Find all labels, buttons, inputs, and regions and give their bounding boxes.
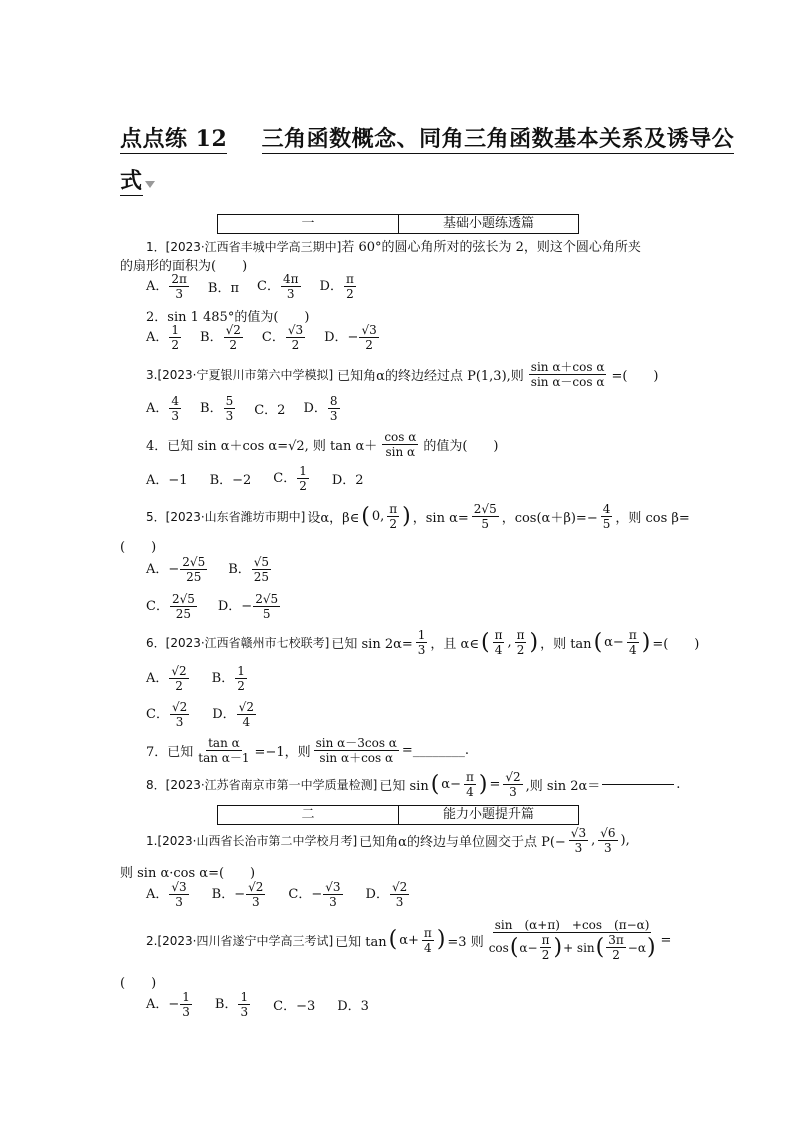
question-5-options-row2 <box>146 592 281 621</box>
option-a: A．− $\frac{2√5}{25}$ <box>146 555 206 584</box>
option-b: B．− $\frac{√2}{3}$ <box>211 880 264 909</box>
paren-right: ) <box>529 629 539 655</box>
question-text: 2．sin 1 485°的值为( ) <box>146 310 310 325</box>
answer-blank <box>602 784 674 785</box>
option-a: A． $\frac{4}{3}$ <box>146 394 180 423</box>
question-source: 8．[2023·江苏省南京市第一中学质量检测] <box>146 778 378 792</box>
fraction: $\frac{\pi}{4}$ <box>494 628 503 657</box>
question-1-options <box>146 272 357 301</box>
question-text: 的扇形的面积为( ) <box>120 259 248 274</box>
option-c: C． $\frac{√3}{2}$ <box>261 323 304 352</box>
question-text: ), <box>620 833 630 848</box>
question-text: α+ <box>399 932 419 948</box>
fraction: $\frac{2√5}{5}$ <box>473 502 497 531</box>
option-b: B． $\frac{1}{3}$ <box>214 990 249 1019</box>
option-c: C． $\frac{√2}{3}$ <box>146 700 188 729</box>
question-5 <box>146 502 690 531</box>
paren-left: ( <box>480 629 490 655</box>
expression-fraction: $\frac{\text{sin α＋cos α}}{\text{sin α－cos α}}$ <box>530 360 605 389</box>
advanced-question-1 <box>146 826 630 855</box>
paren-right: ) <box>478 771 488 797</box>
question-6-options-row1 <box>146 664 248 693</box>
fraction: $\frac{\text{sin α－3cos α}}{\text{sin α＋cos α}}$ <box>315 736 397 765</box>
question-text: =3 则 <box>447 934 484 950</box>
paren-right: ) <box>436 927 446 952</box>
option-c: C．−3 <box>273 999 316 1014</box>
question-text: α− <box>604 635 624 650</box>
fraction: $\frac{\pi}{4}$ <box>628 628 637 657</box>
question-4 <box>146 430 499 459</box>
section-name: 基础小题练透篇 <box>442 216 534 231</box>
question-4-options <box>146 464 364 493</box>
option-b: B．−2 <box>209 473 252 488</box>
answer-paren: =( ) <box>652 637 700 652</box>
option-c: C． $\frac{2√5}{25}$ <box>146 592 195 621</box>
question-text: 已知角α的终边与单位圆交于点 P(− <box>359 835 566 850</box>
question-text: , <box>591 833 596 848</box>
option-a: A． $\frac{√3}{3}$ <box>146 880 187 909</box>
option-b: B． $\frac{1}{2}$ <box>211 664 245 693</box>
question-6: 6．[2023·江西省赣州市七校联考] 已知 sin 2α= $\frac{1}{3}$ ，且 α∈ ( $\frac{\pi}{4}$ , $\frac{\pi}{2}$ ) ，则 tan ( α− $\frac{\pi}{4}$ ) =( ) <box>146 628 700 657</box>
numerator: sin (α+π) +cos (π−α) <box>494 918 650 932</box>
option-c: C．− $\frac{√3}{3}$ <box>288 880 341 909</box>
fraction: $\frac{4}{5}$ <box>602 502 611 531</box>
section-name: 能力小题提升篇 <box>442 807 534 822</box>
question-text: = <box>489 777 501 792</box>
option-d: D．2 <box>331 473 364 488</box>
question-text: ，sin α= <box>412 511 469 526</box>
page-title <box>120 122 734 153</box>
question-text: ,则 sin 2α＝ <box>525 779 601 794</box>
section-header-advanced <box>217 805 579 825</box>
question-text: 7．已知 <box>146 745 194 760</box>
section-number: 二 <box>218 806 399 824</box>
question-source: 2.[2023·四川省遂宁中学高三考试] <box>146 933 334 948</box>
question-text: 已知角α的终边经过点 P(1,3),则 <box>337 369 524 384</box>
question-5-options-row1 <box>146 555 272 584</box>
fraction: $\frac{\pi}{2}$ <box>389 502 398 531</box>
question-text: ，cos(α＋β)=− <box>501 511 598 526</box>
question-8 <box>146 770 680 799</box>
question-5-paren: ( ) <box>120 540 157 555</box>
option-a: A． $\frac{2\pi}{3}$ <box>146 272 187 301</box>
option-c: C．2 <box>254 403 286 418</box>
advanced-question-2-paren: ( ) <box>120 976 157 991</box>
option-b: B．π <box>207 281 240 296</box>
question-6-options-row2 <box>146 700 257 729</box>
question-text: ，则 tan <box>540 637 592 652</box>
fraction: $\frac{1}{3}$ <box>417 628 426 657</box>
paren-left: ( <box>361 503 370 529</box>
question-text: ，且 α∈ <box>430 637 479 652</box>
question-text: 4．已知 sin α＋cos α=√2, 则 tan α＋ <box>146 439 378 454</box>
question-source: 1.[2023·山西省长治市第二中学校月考] <box>146 834 358 848</box>
question-source: 6．[2023·江西省赣州市七校联考] <box>146 636 330 650</box>
option-d: D．− $\frac{√3}{2}$ <box>324 323 377 352</box>
section-number: 一 <box>218 215 399 233</box>
question-text: 已知 tan <box>335 934 387 950</box>
title-tail: 式 <box>120 168 143 194</box>
question-text: ，则 cos β= <box>615 511 690 526</box>
interval-start: 0, <box>371 509 385 524</box>
question-text: 若 60°的圆心角所对的弦长为 2，则这个圆心角所夹 <box>341 240 641 255</box>
question-text: =−1，则 <box>254 745 311 760</box>
question-2-options <box>146 323 380 352</box>
fraction: $\frac{\pi}{4}$ <box>423 925 432 955</box>
option-a: A． $\frac{1}{2}$ <box>146 323 180 352</box>
dropdown-triangle-icon <box>145 181 155 188</box>
option-a: A．−1 <box>146 473 188 488</box>
fraction: $\frac{\pi}{4}$ <box>465 770 474 799</box>
paren-left: ( <box>388 927 398 952</box>
expression-fraction <box>487 918 658 962</box>
option-b: B． $\frac{√2}{2}$ <box>200 323 241 352</box>
question-text: 设α，β∈ <box>307 511 360 526</box>
question-3 <box>146 360 659 389</box>
title-prefix: 点点练 12 <box>120 126 228 152</box>
question-source: 1．[2023·江西省丰城中学高三期中] <box>146 240 342 254</box>
paren-left: ( <box>593 629 603 655</box>
option-a: A． $\frac{√2}{2}$ <box>146 664 187 693</box>
question-7 <box>146 736 469 765</box>
denominator: cos ( α− $\frac{\pi}{2}$ ) + sin ( $\frac{3\pi}{2}$ −α ) <box>488 933 656 962</box>
question-text: α− <box>441 777 461 792</box>
page-title-cont <box>120 164 155 195</box>
option-d: D． $\frac{8}{3}$ <box>303 394 338 423</box>
fraction: $\frac{√6}{3}$ <box>600 826 616 855</box>
option-a: A．− $\frac{1}{3}$ <box>146 990 190 1019</box>
option-d: D．3 <box>337 999 369 1014</box>
answer-paren: =( ) <box>611 369 659 384</box>
paren-right: ) <box>641 629 651 655</box>
title-text: 三角函数概念、同角三角函数基本关系及诱导公 <box>261 126 735 152</box>
option-b: B． $\frac{√5}{25}$ <box>228 555 270 584</box>
question-text: 已知 sin <box>379 779 429 794</box>
question-text-end: 的值为( ) <box>423 439 499 454</box>
option-d: D．− $\frac{2√5}{5}$ <box>217 592 279 621</box>
option-b: B． $\frac{5}{3}$ <box>200 394 234 423</box>
question-source: 3.[2023·宁夏银川市第六中学模拟] <box>146 368 334 382</box>
answer-blank: =________. <box>401 743 469 758</box>
fraction: $\frac{\text{tan α}}{\text{tan α－1}}$ <box>198 736 250 765</box>
expression-fraction: $\frac{\text{cos α}}{\text{sin α}}$ <box>384 430 417 459</box>
question-end: . <box>676 777 681 792</box>
option-c: C． $\frac{1}{2}$ <box>273 464 307 493</box>
paren-left: ( <box>430 771 440 797</box>
advanced-question-1-cont: 则 sin α·cos α=( ) <box>120 866 256 881</box>
option-d: D． $\frac{√2}{4}$ <box>212 700 254 729</box>
option-d: D． $\frac{√2}{3}$ <box>365 880 408 909</box>
question-text-end: = <box>660 932 672 948</box>
advanced-question-2-options <box>146 990 369 1019</box>
advanced-question-1-options <box>146 880 410 909</box>
fraction: $\frac{√2}{3}$ <box>505 770 521 799</box>
paren-right: ) <box>402 503 411 529</box>
question-text: 已知 sin 2α= <box>331 637 413 652</box>
option-d: D． $\frac{\pi}{2}$ <box>319 272 354 301</box>
fraction: $\frac{\pi}{2}$ <box>516 628 525 657</box>
question-source: 5．[2023·山东省潍坊市期中] <box>146 510 306 524</box>
section-header-basic <box>217 214 579 234</box>
question-1 <box>146 236 641 255</box>
advanced-question-2 <box>146 918 671 962</box>
option-c: C． $\frac{4\pi}{3}$ <box>257 272 299 301</box>
fraction: $\frac{√3}{3}$ <box>570 826 587 855</box>
question-3-options <box>146 394 341 423</box>
